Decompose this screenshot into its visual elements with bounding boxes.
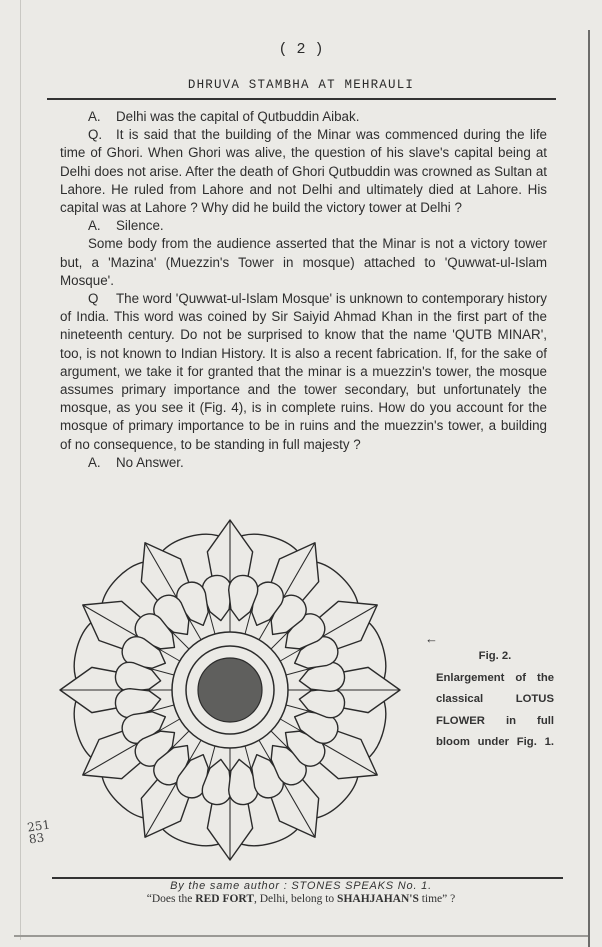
caption-line: bloom under Fig. 1. <box>436 736 554 748</box>
footer-bold: RED FORT <box>195 893 254 905</box>
paragraph <box>60 235 547 290</box>
footer-bold: SHAHJAHAN'S <box>337 893 419 905</box>
paragraph <box>60 454 547 472</box>
paragraph-text: It is said that the building of the Minar was commenced during the life time of Ghori. When Ghori was alive, the question of his slave's capital being at Delhi does not arise. After the death of Ghori Qutbuddin was crowned as Sultan at Lahore. He ruled from Lahore and not Delhi and ultimately died at Lahore. His capital was at Lahore ? Why did he build the victory tower at Delhi ? <box>60 127 547 216</box>
paragraph-text: The word 'Quwwat-ul-Islam Mosque' is unknown to contemporary history of India. This word was coined by Sir Saiyid Ahmad Khan in the first part of the nineteenth century. Do not be surprised to know that the name 'QUTB MINAR', too, is not known to Indian History. It is also a recent fabrication. If, for the sake of argument, we take it for granted that the minar is a muezzin's tower, the mosque assumes primary importance and the tower secondary, but unfortunately the mosque, as you see it (Fig. 4), is in complete ruins. How do you account for the mosque of primary importance to be in ruins and the muezzin's tower, a building of no consequence, to be standing in full majesty ? <box>60 291 547 452</box>
page-edge-left <box>20 0 21 940</box>
paragraph-text: Some body from the audience asserted that the Minar is not a victory tower but, a 'Mazina' (Muezzin's Tower in mosque) attached to 'Quwwat-ul-Islam Mosque'. <box>60 236 547 288</box>
handwritten-note <box>26 819 52 846</box>
handwritten-number: 83 <box>27 830 46 847</box>
footer-line-2 <box>0 893 602 905</box>
paragraph <box>60 290 547 454</box>
caption-line: FLOWER in full <box>436 714 554 727</box>
paragraph <box>60 217 547 235</box>
qa-marker: A. <box>88 109 101 124</box>
footer-text: , Delhi, belong to <box>254 893 338 905</box>
paragraph-text: No Answer. <box>116 454 184 470</box>
figure-caption <box>436 646 554 754</box>
footer-line-1: By the same author : STONES SPEAKS No. 1. <box>170 880 432 892</box>
caption-line: classical LOTUS <box>436 693 554 705</box>
body-text <box>60 108 547 472</box>
footer-text: “Does the <box>146 893 196 905</box>
page-edge-bottom <box>14 935 588 937</box>
qa-marker: A. <box>88 454 101 470</box>
caption-title: Fig. 2. <box>478 650 512 662</box>
qa-marker: Q. <box>88 127 103 143</box>
header-rule <box>47 98 556 100</box>
lotus-flower-icon <box>50 515 410 875</box>
page-number: ( 2 ) <box>278 41 324 58</box>
lotus-figure <box>50 515 410 875</box>
qa-marker: A. <box>88 218 101 234</box>
paragraph-text: Silence. <box>116 218 164 234</box>
running-title: DHRUVA STAMBHA AT MEHRAULI <box>187 78 415 92</box>
caption-line: Enlargement of the <box>436 671 554 684</box>
qa-marker: Q <box>88 291 99 307</box>
handwritten-number: 251 <box>26 817 51 835</box>
footer-text: time” ? <box>418 893 456 905</box>
paragraph-text: Delhi was the capital of Qutbuddin Aibak. <box>116 109 360 124</box>
paragraph <box>60 108 547 126</box>
paragraph <box>60 126 547 217</box>
center-disc <box>198 658 262 722</box>
footer-rule <box>52 877 563 879</box>
page-edge-right <box>588 30 590 947</box>
left-arrow-icon: ← <box>425 631 438 646</box>
